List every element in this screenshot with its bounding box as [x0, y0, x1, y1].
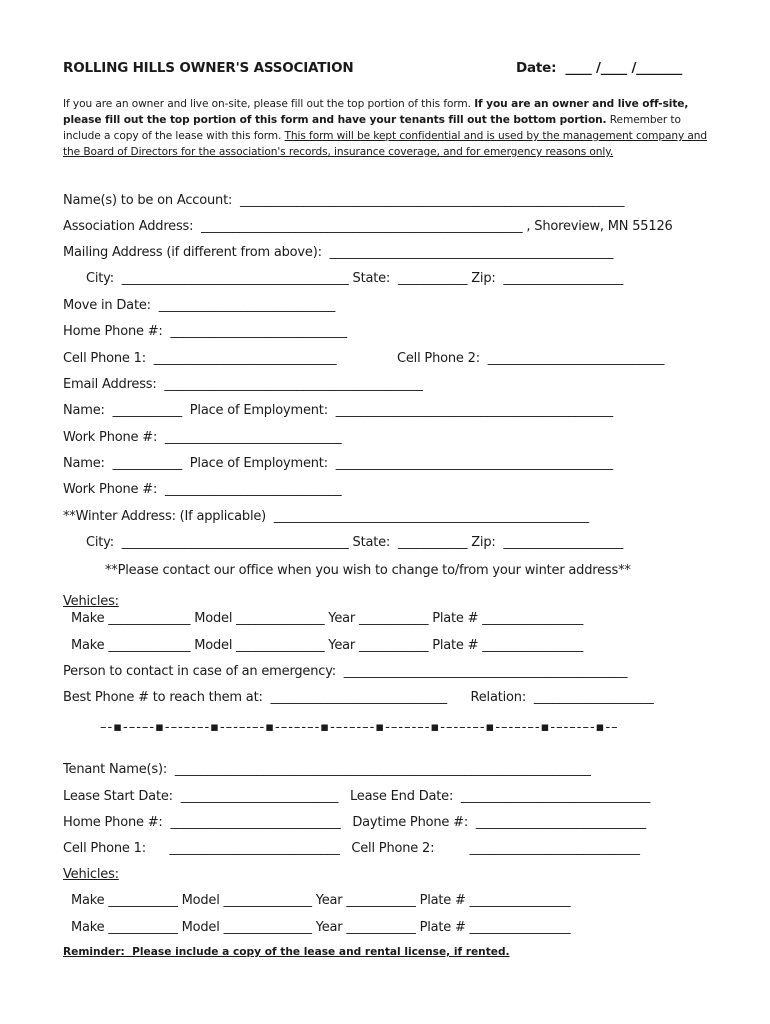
vehicle-2-field[interactable]: Make _____________ Model ______________ Year ___________ Plate # ________________ [71, 638, 584, 653]
association-address-field[interactable]: Association Address: ___________________________________________________ , Shoreview, MN 55126 [63, 219, 673, 234]
tenant-vehicle-1-field[interactable]: Make ___________ Model ______________ Year ___________ Plate # ________________ [71, 893, 571, 908]
employment-2-field[interactable]: Name: ___________ Place of Employment: ____________________________________________ [63, 456, 613, 471]
intro-text-bold: If you are an owner and live off-site, please fill out the top portion of this form and have your tenants fill out the bottom portion. [63, 98, 689, 126]
date-field[interactable]: Date: ____ /____ /_______ [516, 60, 683, 76]
intro-text-underlined: This form will be kept confidential and is used by the management company and the Board of Directors for the association's records, insurance coverage, and for emergency reasons only. [63, 130, 708, 158]
vehicles-label: Vehicles: [63, 594, 119, 609]
vehicle-1-field[interactable]: Make _____________ Model ______________ Year ___________ Plate # ________________ [71, 611, 584, 626]
reminder-note: Reminder: Please include a copy of the lease and rental license, if rented. [63, 946, 510, 958]
tenant-phones-field[interactable]: Home Phone #: ___________________________ Daytime Phone #: ___________________________ [63, 815, 646, 830]
winter-city-state-zip-field[interactable]: City: ____________________________________ State: ___________ Zip: ___________________ [86, 535, 624, 550]
best-phone-field[interactable]: Best Phone # to reach them at: ____________________________ Relation: ___________________ [63, 690, 654, 705]
intro-text-3: Remember to include a copy of the lease with this form. [63, 114, 681, 142]
tenant-vehicles-label: Vehicles: [63, 867, 119, 882]
work-phone-2-field[interactable]: Work Phone #: ____________________________ [63, 482, 342, 497]
city-state-zip-field[interactable]: City: ____________________________________ State: ___________ Zip: ___________________ [86, 271, 624, 286]
employment-1-field[interactable]: Name: ___________ Place of Employment: ____________________________________________ [63, 403, 613, 418]
cell-phone-1-field[interactable]: Cell Phone 1: _____________________________ [63, 351, 337, 366]
email-field[interactable]: Email Address: _________________________________________ [63, 377, 423, 392]
form-title: ROLLING HILLS OWNER'S ASSOCIATION [63, 60, 354, 76]
winter-address-field[interactable]: **Winter Address: (If applicable) __________________________________________________ [63, 509, 589, 524]
cell-phone-2-field[interactable]: Cell Phone 2: ____________________________ [397, 351, 665, 366]
work-phone-1-field[interactable]: Work Phone #: ____________________________ [63, 430, 342, 445]
mailing-address-field[interactable]: Mailing Address (if different from above): _____________________________________________ [63, 245, 614, 260]
intro-paragraph [63, 96, 713, 160]
winter-note: **Please contact our office when you wish to change to/from your winter address** [105, 563, 631, 578]
section-separator: –-▪-–-–-▪-–-–-–-▪-–-–-–-▪-–-–-–-▪-–-–-–-▪-–-–-–-▪-–-–-–-▪-–-–-–-▪-–-–-–-▪-– [100, 720, 619, 735]
emergency-contact-field[interactable]: Person to contact in case of an emergency: _____________________________________________ [63, 664, 628, 679]
lease-dates-field[interactable]: Lease Start Date: _________________________ Lease End Date: ______________________________ [63, 789, 651, 804]
move-in-date-field[interactable]: Move in Date: ____________________________ [63, 298, 336, 313]
tenant-vehicle-2-field[interactable]: Make ___________ Model ______________ Year ___________ Plate # ________________ [71, 920, 571, 935]
home-phone-field[interactable]: Home Phone #: ____________________________ [63, 324, 347, 339]
tenant-names-field[interactable]: Tenant Name(s): __________________________________________________________________ [63, 762, 591, 777]
tenant-cells-field[interactable]: Cell Phone 1: ___________________________ Cell Phone 2: ___________________________ [63, 841, 640, 856]
intro-text-1: If you are an owner and live on-site, please fill out the top portion of this form. [63, 98, 475, 110]
account-names-field[interactable]: Name(s) to be on Account: _____________________________________________________________ [63, 193, 625, 208]
